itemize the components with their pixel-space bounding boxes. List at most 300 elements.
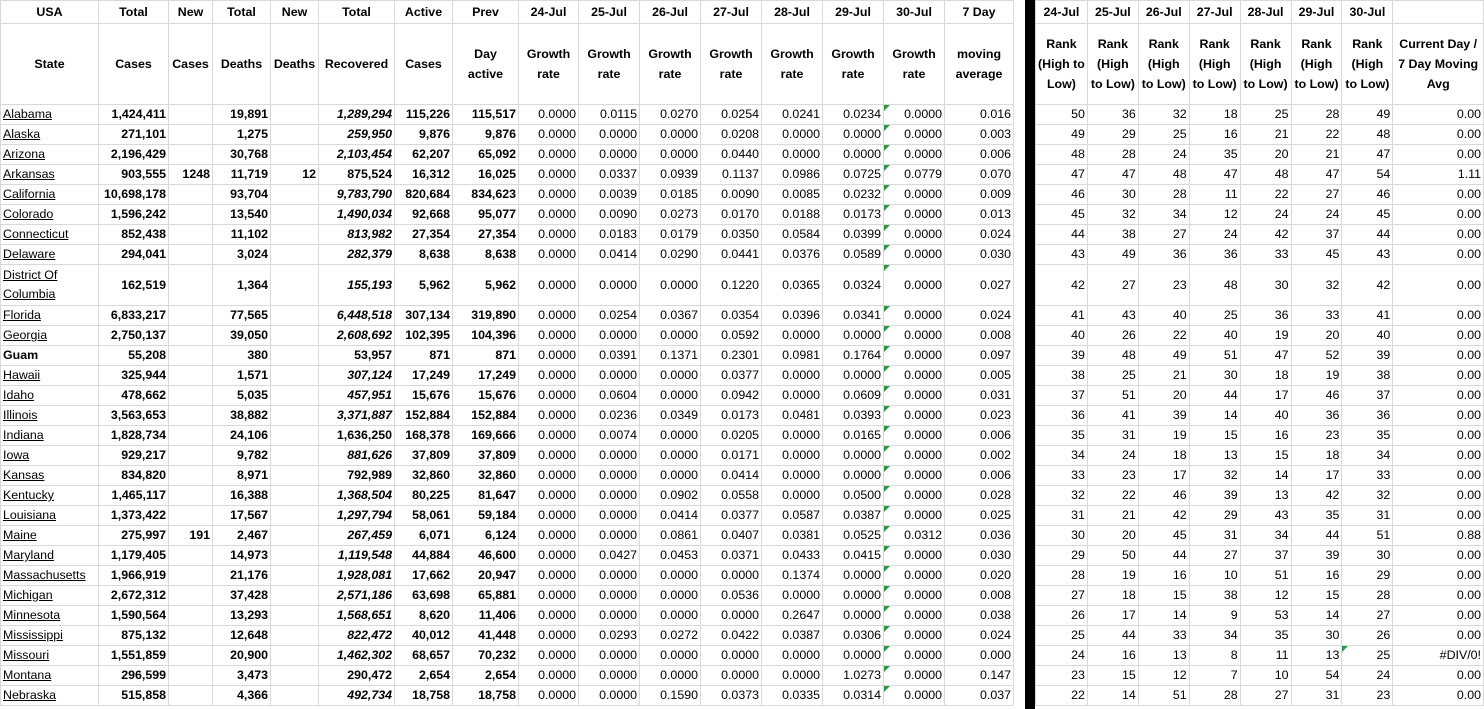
prev-active-cell[interactable]: 9,876: [453, 125, 519, 145]
rank-cell[interactable]: 43: [1087, 306, 1138, 326]
total-cases-cell[interactable]: 515,858: [99, 686, 169, 706]
rank-cell[interactable]: 38: [1087, 225, 1138, 245]
growth-rate-cell[interactable]: 0.0000: [640, 386, 701, 406]
growth-rate-cell[interactable]: 0.0387: [823, 506, 884, 526]
growth-rate-cell[interactable]: 0.0324: [823, 265, 884, 306]
prev-active-cell[interactable]: 20,947: [453, 566, 519, 586]
growth-rate-cell[interactable]: 0.0270: [640, 105, 701, 125]
growth-rate-cell[interactable]: 0.0000: [823, 586, 884, 606]
header-cell[interactable]: Day active: [453, 24, 519, 105]
growth-rate-cell[interactable]: 0.0000: [762, 666, 823, 686]
ratio-cell[interactable]: 0.00: [1393, 446, 1484, 466]
new-deaths-cell[interactable]: [271, 366, 319, 386]
growth-rate-cell[interactable]: 0.0604: [579, 386, 640, 406]
growth-rate-cell[interactable]: 0.0000: [640, 366, 701, 386]
total-deaths-cell[interactable]: 8,971: [213, 466, 271, 486]
new-deaths-cell[interactable]: [271, 586, 319, 606]
rank-cell[interactable]: 41: [1342, 306, 1393, 326]
total-cases-cell[interactable]: 2,672,312: [99, 586, 169, 606]
state-cell[interactable]: California: [1, 185, 99, 205]
active-cases-cell[interactable]: 871: [395, 346, 453, 366]
total-deaths-cell[interactable]: 77,565: [213, 306, 271, 326]
growth-rate-cell[interactable]: 0.0407: [701, 526, 762, 546]
growth-rate-cell[interactable]: 0.0000: [884, 506, 945, 526]
header-cell[interactable]: Rank (High to Low): [1036, 24, 1088, 105]
rank-cell[interactable]: 25: [1087, 366, 1138, 386]
active-cases-cell[interactable]: 102,395: [395, 326, 453, 346]
rank-cell[interactable]: 25: [1189, 306, 1240, 326]
growth-rate-cell[interactable]: 0.0427: [579, 546, 640, 566]
active-cases-cell[interactable]: 68,657: [395, 646, 453, 666]
total-deaths-cell[interactable]: 1,571: [213, 366, 271, 386]
rank-cell[interactable]: 47: [1342, 145, 1393, 165]
header-cell[interactable]: 24-Jul: [1036, 1, 1088, 24]
total-cases-cell[interactable]: 10,698,178: [99, 185, 169, 205]
total-cases-cell[interactable]: 852,438: [99, 225, 169, 245]
rank-cell[interactable]: 40: [1036, 326, 1088, 346]
growth-rate-cell[interactable]: 0.0314: [823, 686, 884, 706]
recovered-cell[interactable]: 3,371,887: [319, 406, 395, 426]
prev-active-cell[interactable]: 95,077: [453, 205, 519, 225]
header-cell[interactable]: Rank (High to Low): [1240, 24, 1291, 105]
rank-cell[interactable]: 21: [1240, 125, 1291, 145]
growth-rate-cell[interactable]: 0.0236: [579, 406, 640, 426]
rank-cell[interactable]: 33: [1036, 466, 1088, 486]
total-cases-cell[interactable]: 3,563,653: [99, 406, 169, 426]
growth-rate-cell[interactable]: 0.0000: [579, 646, 640, 666]
rank-cell[interactable]: 49: [1138, 346, 1189, 366]
rank-cell[interactable]: 9: [1189, 606, 1240, 626]
new-deaths-cell[interactable]: [271, 145, 319, 165]
total-deaths-cell[interactable]: 380: [213, 346, 271, 366]
new-cases-cell[interactable]: [169, 386, 213, 406]
new-deaths-cell[interactable]: [271, 225, 319, 245]
recovered-cell[interactable]: 9,783,790: [319, 185, 395, 205]
growth-rate-cell[interactable]: 0.0000: [823, 125, 884, 145]
rank-cell[interactable]: 39: [1342, 346, 1393, 366]
growth-rate-cell[interactable]: 0.0000: [579, 486, 640, 506]
growth-rate-cell[interactable]: 0.0000: [579, 526, 640, 546]
total-deaths-cell[interactable]: 3,473: [213, 666, 271, 686]
growth-rate-cell[interactable]: 0.0000: [519, 165, 579, 185]
rank-cell[interactable]: 46: [1138, 486, 1189, 506]
growth-rate-cell[interactable]: 0.0290: [640, 245, 701, 265]
active-cases-cell[interactable]: 8,620: [395, 606, 453, 626]
active-cases-cell[interactable]: 58,061: [395, 506, 453, 526]
moving-average-cell[interactable]: 0.013: [945, 205, 1014, 225]
rank-cell[interactable]: 23: [1138, 265, 1189, 306]
rank-cell[interactable]: 34: [1036, 446, 1088, 466]
rank-cell[interactable]: 23: [1291, 426, 1342, 446]
rank-cell[interactable]: 45: [1138, 526, 1189, 546]
prev-active-cell[interactable]: 27,354: [453, 225, 519, 245]
growth-rate-cell[interactable]: 0.0000: [579, 566, 640, 586]
growth-rate-cell[interactable]: 0.0179: [640, 225, 701, 245]
active-cases-cell[interactable]: 307,134: [395, 306, 453, 326]
ratio-cell[interactable]: 0.00: [1393, 686, 1484, 706]
state-cell[interactable]: Illinois: [1, 406, 99, 426]
growth-rate-cell[interactable]: 0.0377: [701, 506, 762, 526]
growth-rate-cell[interactable]: 0.0000: [640, 606, 701, 626]
total-deaths-cell[interactable]: 5,035: [213, 386, 271, 406]
total-cases-cell[interactable]: 1,596,242: [99, 205, 169, 225]
header-cell[interactable]: 30-Jul: [884, 1, 945, 24]
growth-rate-cell[interactable]: 0.2647: [762, 606, 823, 626]
growth-rate-cell[interactable]: 0.0000: [579, 446, 640, 466]
growth-rate-cell[interactable]: 0.0074: [579, 426, 640, 446]
active-cases-cell[interactable]: 152,884: [395, 406, 453, 426]
growth-rate-cell[interactable]: 0.0000: [762, 125, 823, 145]
rank-cell[interactable]: 44: [1087, 626, 1138, 646]
rank-cell[interactable]: 39: [1036, 346, 1088, 366]
rank-cell[interactable]: 47: [1087, 165, 1138, 185]
rank-cell[interactable]: 32: [1291, 265, 1342, 306]
rank-cell[interactable]: 29: [1189, 506, 1240, 526]
header-cell[interactable]: 28-Jul: [762, 1, 823, 24]
growth-rate-cell[interactable]: 0.0000: [762, 386, 823, 406]
total-deaths-cell[interactable]: 93,704: [213, 185, 271, 205]
growth-rate-cell[interactable]: 0.0254: [701, 105, 762, 125]
growth-rate-cell[interactable]: 0.0000: [762, 326, 823, 346]
rank-cell[interactable]: 46: [1342, 185, 1393, 205]
growth-rate-cell[interactable]: 0.0000: [884, 125, 945, 145]
growth-rate-cell[interactable]: 0.0000: [884, 646, 945, 666]
new-deaths-cell[interactable]: [271, 526, 319, 546]
growth-rate-cell[interactable]: 0.0000: [640, 586, 701, 606]
growth-rate-cell[interactable]: 0.0525: [823, 526, 884, 546]
ratio-cell[interactable]: 0.88: [1393, 526, 1484, 546]
total-deaths-cell[interactable]: 1,364: [213, 265, 271, 306]
moving-average-cell[interactable]: 0.028: [945, 486, 1014, 506]
total-cases-cell[interactable]: 1,465,117: [99, 486, 169, 506]
growth-rate-cell[interactable]: 0.0000: [519, 466, 579, 486]
growth-rate-cell[interactable]: 0.0500: [823, 486, 884, 506]
new-deaths-cell[interactable]: 12: [271, 165, 319, 185]
prev-active-cell[interactable]: 46,600: [453, 546, 519, 566]
rank-cell[interactable]: 23: [1036, 666, 1088, 686]
rank-cell[interactable]: 48: [1087, 346, 1138, 366]
header-cell[interactable]: 30-Jul: [1342, 1, 1393, 24]
total-cases-cell[interactable]: 6,833,217: [99, 306, 169, 326]
rank-cell[interactable]: 36: [1087, 105, 1138, 125]
ratio-cell[interactable]: 0.00: [1393, 606, 1484, 626]
growth-rate-cell[interactable]: 0.0312: [884, 526, 945, 546]
rank-cell[interactable]: 51: [1138, 686, 1189, 706]
growth-rate-cell[interactable]: 0.0000: [579, 506, 640, 526]
rank-cell[interactable]: 44: [1138, 546, 1189, 566]
rank-cell[interactable]: 49: [1342, 105, 1393, 125]
new-deaths-cell[interactable]: [271, 185, 319, 205]
rank-cell[interactable]: 35: [1189, 145, 1240, 165]
moving-average-cell[interactable]: 0.024: [945, 225, 1014, 245]
growth-rate-cell[interactable]: 0.0589: [823, 245, 884, 265]
state-cell[interactable]: Florida: [1, 306, 99, 326]
active-cases-cell[interactable]: 5,962: [395, 265, 453, 306]
rank-cell[interactable]: 27: [1342, 606, 1393, 626]
header-cell[interactable]: 27-Jul: [701, 1, 762, 24]
total-deaths-cell[interactable]: 2,467: [213, 526, 271, 546]
total-deaths-cell[interactable]: 20,900: [213, 646, 271, 666]
growth-rate-cell[interactable]: 0.0381: [762, 526, 823, 546]
rank-cell[interactable]: 42: [1138, 506, 1189, 526]
growth-rate-cell[interactable]: 0.1220: [701, 265, 762, 306]
rank-cell[interactable]: 14: [1189, 406, 1240, 426]
prev-active-cell[interactable]: 16,025: [453, 165, 519, 185]
header-cell[interactable]: Growth rate: [762, 24, 823, 105]
state-cell[interactable]: Idaho: [1, 386, 99, 406]
growth-rate-cell[interactable]: 0.0173: [701, 406, 762, 426]
growth-rate-cell[interactable]: 0.0000: [762, 646, 823, 666]
growth-rate-cell[interactable]: 0.0000: [640, 125, 701, 145]
rank-cell[interactable]: 30: [1036, 526, 1088, 546]
rank-cell[interactable]: 16: [1291, 566, 1342, 586]
rank-cell[interactable]: 31: [1036, 506, 1088, 526]
growth-rate-cell[interactable]: 0.0000: [762, 366, 823, 386]
growth-rate-cell[interactable]: 0.0000: [884, 346, 945, 366]
rank-cell[interactable]: 26: [1342, 626, 1393, 646]
total-deaths-cell[interactable]: 4,366: [213, 686, 271, 706]
active-cases-cell[interactable]: 820,684: [395, 185, 453, 205]
growth-rate-cell[interactable]: 0.0986: [762, 165, 823, 185]
rank-cell[interactable]: 12: [1189, 205, 1240, 225]
new-deaths-cell[interactable]: [271, 646, 319, 666]
moving-average-cell[interactable]: 0.016: [945, 105, 1014, 125]
total-cases-cell[interactable]: 875,132: [99, 626, 169, 646]
total-cases-cell[interactable]: 834,820: [99, 466, 169, 486]
total-cases-cell[interactable]: 929,217: [99, 446, 169, 466]
state-cell[interactable]: Minnesota: [1, 606, 99, 626]
prev-active-cell[interactable]: 17,249: [453, 366, 519, 386]
ratio-cell[interactable]: 0.00: [1393, 426, 1484, 446]
rank-cell[interactable]: 24: [1240, 205, 1291, 225]
active-cases-cell[interactable]: 8,638: [395, 245, 453, 265]
growth-rate-cell[interactable]: 0.0000: [884, 145, 945, 165]
moving-average-cell[interactable]: 0.020: [945, 566, 1014, 586]
rank-cell[interactable]: 36: [1342, 406, 1393, 426]
rank-cell[interactable]: 47: [1291, 165, 1342, 185]
rank-cell[interactable]: 24: [1087, 446, 1138, 466]
growth-rate-cell[interactable]: 0.0000: [519, 646, 579, 666]
growth-rate-cell[interactable]: 0.0377: [701, 366, 762, 386]
new-deaths-cell[interactable]: [271, 686, 319, 706]
new-cases-cell[interactable]: 191: [169, 526, 213, 546]
new-cases-cell[interactable]: [169, 125, 213, 145]
rank-cell[interactable]: 30: [1189, 366, 1240, 386]
rank-cell[interactable]: 25: [1138, 125, 1189, 145]
growth-rate-cell[interactable]: 0.0000: [762, 486, 823, 506]
ratio-cell[interactable]: 0.00: [1393, 626, 1484, 646]
growth-rate-cell[interactable]: 0.0000: [884, 466, 945, 486]
recovered-cell[interactable]: 1,568,651: [319, 606, 395, 626]
new-deaths-cell[interactable]: [271, 506, 319, 526]
rank-cell[interactable]: 36: [1291, 406, 1342, 426]
total-cases-cell[interactable]: 1,424,411: [99, 105, 169, 125]
rank-cell[interactable]: 42: [1342, 265, 1393, 306]
growth-rate-cell[interactable]: 0.0000: [640, 326, 701, 346]
state-cell[interactable]: Nebraska: [1, 686, 99, 706]
rank-cell[interactable]: 16: [1087, 646, 1138, 666]
total-deaths-cell[interactable]: 37,428: [213, 586, 271, 606]
rank-cell[interactable]: 27: [1036, 586, 1088, 606]
growth-rate-cell[interactable]: 0.1371: [640, 346, 701, 366]
header-cell[interactable]: Active: [395, 1, 453, 24]
new-cases-cell[interactable]: [169, 546, 213, 566]
rank-cell[interactable]: 15: [1240, 446, 1291, 466]
total-deaths-cell[interactable]: 9,782: [213, 446, 271, 466]
active-cases-cell[interactable]: 17,662: [395, 566, 453, 586]
growth-rate-cell[interactable]: 0.0171: [701, 446, 762, 466]
state-cell[interactable]: Georgia: [1, 326, 99, 346]
rank-cell[interactable]: 20: [1240, 145, 1291, 165]
growth-rate-cell[interactable]: 0.1590: [640, 686, 701, 706]
growth-rate-cell[interactable]: 0.0115: [579, 105, 640, 125]
growth-rate-cell[interactable]: 0.0090: [701, 185, 762, 205]
rank-cell[interactable]: 39: [1138, 406, 1189, 426]
rank-cell[interactable]: 43: [1240, 506, 1291, 526]
active-cases-cell[interactable]: 37,809: [395, 446, 453, 466]
rank-cell[interactable]: 22: [1138, 326, 1189, 346]
total-deaths-cell[interactable]: 38,882: [213, 406, 271, 426]
moving-average-cell[interactable]: 0.031: [945, 386, 1014, 406]
header-cell[interactable]: Rank (High to Low): [1342, 24, 1393, 105]
growth-rate-cell[interactable]: 0.0000: [519, 265, 579, 306]
rank-cell[interactable]: 28: [1189, 686, 1240, 706]
rank-cell[interactable]: 48: [1342, 125, 1393, 145]
rank-cell[interactable]: 48: [1138, 165, 1189, 185]
rank-cell[interactable]: 20: [1291, 326, 1342, 346]
ratio-cell[interactable]: 0.00: [1393, 366, 1484, 386]
recovered-cell[interactable]: 822,472: [319, 626, 395, 646]
growth-rate-cell[interactable]: 0.0000: [519, 125, 579, 145]
growth-rate-cell[interactable]: 0.0000: [884, 245, 945, 265]
recovered-cell[interactable]: 813,982: [319, 225, 395, 245]
growth-rate-cell[interactable]: 0.0365: [762, 265, 823, 306]
rank-cell[interactable]: 35: [1342, 426, 1393, 446]
rank-cell[interactable]: 22: [1087, 486, 1138, 506]
growth-rate-cell[interactable]: 0.0000: [519, 686, 579, 706]
recovered-cell[interactable]: 259,950: [319, 125, 395, 145]
header-cell[interactable]: 26-Jul: [1138, 1, 1189, 24]
growth-rate-cell[interactable]: 0.0000: [640, 426, 701, 446]
rank-cell[interactable]: 30: [1087, 185, 1138, 205]
header-cell[interactable]: State: [1, 24, 99, 105]
rank-cell[interactable]: 32: [1138, 105, 1189, 125]
new-cases-cell[interactable]: [169, 626, 213, 646]
rank-cell[interactable]: 22: [1036, 686, 1088, 706]
rank-cell[interactable]: 32: [1087, 205, 1138, 225]
moving-average-cell[interactable]: 0.005: [945, 366, 1014, 386]
rank-cell[interactable]: 24: [1189, 225, 1240, 245]
rank-cell[interactable]: 10: [1189, 566, 1240, 586]
moving-average-cell[interactable]: 0.002: [945, 446, 1014, 466]
growth-rate-cell[interactable]: 0.0939: [640, 165, 701, 185]
rank-cell[interactable]: 15: [1087, 666, 1138, 686]
rank-cell[interactable]: 17: [1291, 466, 1342, 486]
rank-cell[interactable]: 48: [1036, 145, 1088, 165]
growth-rate-cell[interactable]: 0.0293: [579, 626, 640, 646]
rank-cell[interactable]: 49: [1087, 245, 1138, 265]
growth-rate-cell[interactable]: 0.0000: [519, 386, 579, 406]
moving-average-cell[interactable]: 0.025: [945, 506, 1014, 526]
rank-cell[interactable]: 15: [1189, 426, 1240, 446]
moving-average-cell[interactable]: 0.027: [945, 265, 1014, 306]
header-cell[interactable]: Growth rate: [579, 24, 640, 105]
total-deaths-cell[interactable]: 13,540: [213, 205, 271, 225]
header-cell[interactable]: 24-Jul: [519, 1, 579, 24]
recovered-cell[interactable]: 2,571,186: [319, 586, 395, 606]
total-cases-cell[interactable]: 1,179,405: [99, 546, 169, 566]
new-deaths-cell[interactable]: [271, 606, 319, 626]
state-cell[interactable]: Michigan: [1, 586, 99, 606]
growth-rate-cell[interactable]: 0.0241: [762, 105, 823, 125]
total-cases-cell[interactable]: 2,196,429: [99, 145, 169, 165]
rank-cell[interactable]: 44: [1342, 225, 1393, 245]
growth-rate-cell[interactable]: 0.0000: [579, 366, 640, 386]
prev-active-cell[interactable]: 5,962: [453, 265, 519, 306]
rank-cell[interactable]: 13: [1138, 646, 1189, 666]
growth-rate-cell[interactable]: 0.0422: [701, 626, 762, 646]
active-cases-cell[interactable]: 18,758: [395, 686, 453, 706]
growth-rate-cell[interactable]: 0.0000: [823, 145, 884, 165]
state-cell[interactable]: Alaska: [1, 125, 99, 145]
state-cell[interactable]: Guam: [1, 346, 99, 366]
total-deaths-cell[interactable]: 1,275: [213, 125, 271, 145]
rank-cell[interactable]: 29: [1036, 546, 1088, 566]
growth-rate-cell[interactable]: 0.0000: [519, 626, 579, 646]
new-cases-cell[interactable]: 1248: [169, 165, 213, 185]
growth-rate-cell[interactable]: 0.0000: [884, 105, 945, 125]
header-cell[interactable]: Growth rate: [519, 24, 579, 105]
moving-average-cell[interactable]: 0.147: [945, 666, 1014, 686]
prev-active-cell[interactable]: 65,092: [453, 145, 519, 165]
ratio-cell[interactable]: 0.00: [1393, 546, 1484, 566]
header-cell[interactable]: 28-Jul: [1240, 1, 1291, 24]
total-deaths-cell[interactable]: 17,567: [213, 506, 271, 526]
growth-rate-cell[interactable]: 0.0000: [519, 306, 579, 326]
growth-rate-cell[interactable]: 1.0273: [823, 666, 884, 686]
growth-rate-cell[interactable]: 0.0592: [701, 326, 762, 346]
rank-cell[interactable]: 17: [1138, 466, 1189, 486]
rank-cell[interactable]: 49: [1036, 125, 1088, 145]
growth-rate-cell[interactable]: 0.0000: [519, 546, 579, 566]
ratio-cell[interactable]: 0.00: [1393, 406, 1484, 426]
growth-rate-cell[interactable]: 0.0341: [823, 306, 884, 326]
growth-rate-cell[interactable]: 0.0335: [762, 686, 823, 706]
rank-cell[interactable]: 26: [1087, 326, 1138, 346]
growth-rate-cell[interactable]: 0.0000: [579, 586, 640, 606]
header-cell[interactable]: 27-Jul: [1189, 1, 1240, 24]
header-cell[interactable]: Rank (High to Low): [1138, 24, 1189, 105]
header-cell[interactable]: [1393, 1, 1484, 24]
active-cases-cell[interactable]: 16,312: [395, 165, 453, 185]
rank-cell[interactable]: 51: [1189, 346, 1240, 366]
new-deaths-cell[interactable]: [271, 566, 319, 586]
growth-rate-cell[interactable]: 0.0000: [823, 326, 884, 346]
total-cases-cell[interactable]: 2,750,137: [99, 326, 169, 346]
total-deaths-cell[interactable]: 13,293: [213, 606, 271, 626]
growth-rate-cell[interactable]: 0.0165: [823, 426, 884, 446]
recovered-cell[interactable]: 307,124: [319, 366, 395, 386]
growth-rate-cell[interactable]: 0.0440: [701, 145, 762, 165]
ratio-cell[interactable]: 0.00: [1393, 386, 1484, 406]
state-cell[interactable]: Indiana: [1, 426, 99, 446]
header-cell[interactable]: Cases: [169, 24, 213, 105]
growth-rate-cell[interactable]: 0.0481: [762, 406, 823, 426]
growth-rate-cell[interactable]: 0.0609: [823, 386, 884, 406]
rank-cell[interactable]: 54: [1342, 165, 1393, 185]
growth-rate-cell[interactable]: 0.0000: [823, 446, 884, 466]
growth-rate-cell[interactable]: 0.0000: [701, 566, 762, 586]
